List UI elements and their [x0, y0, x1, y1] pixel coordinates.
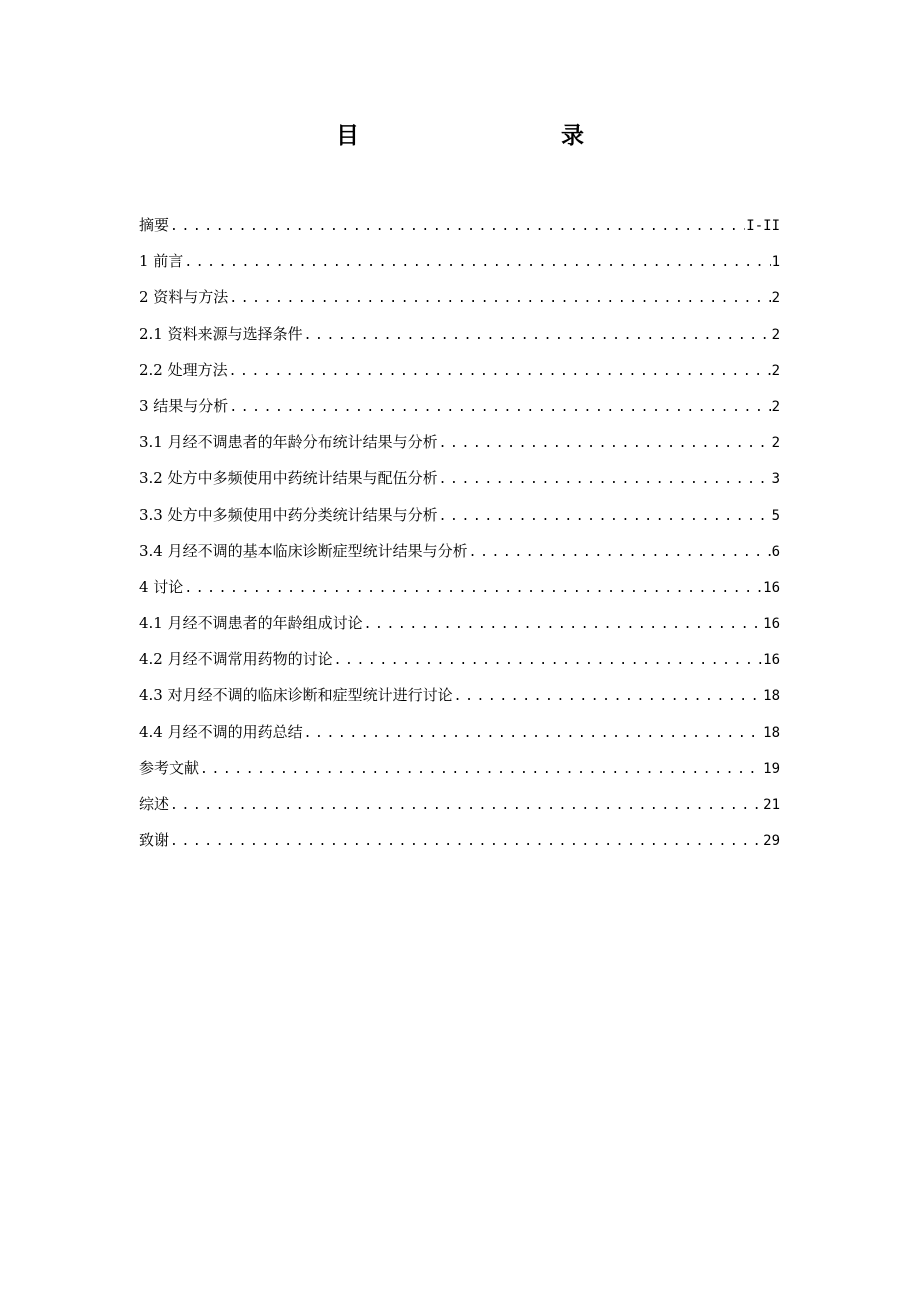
toc-title: 目 录 — [336, 123, 636, 149]
toc-entry-page: 2 — [771, 290, 780, 307]
toc-dot-leader — [170, 791, 762, 821]
toc-entry-page: 18 — [763, 724, 780, 741]
toc-entry-label: 2.2 处理方法 — [139, 360, 228, 379]
toc-dot-leader — [439, 502, 771, 532]
toc-entry-label: 3.2 处方中多频使用中药统计结果与配伍分析 — [139, 469, 438, 488]
toc-entry-label: 4.1 月经不调患者的年龄组成讨论 — [139, 614, 363, 633]
toc-dot-leader — [439, 465, 771, 495]
toc-entry-page: I-II — [746, 218, 780, 234]
toc-dot-leader — [304, 719, 763, 749]
toc-dot-leader — [469, 538, 771, 568]
toc-dot-leader — [229, 357, 771, 387]
toc-dot-leader — [229, 284, 770, 314]
toc-dot-leader — [229, 393, 770, 423]
toc-entry-page: 2 — [771, 398, 780, 415]
toc-entry-page: 2 — [771, 326, 780, 343]
toc-dot-leader — [170, 212, 745, 242]
toc-entry-page: 16 — [763, 579, 780, 596]
toc-entry-label: 综述 — [139, 795, 170, 813]
toc-entry-page: 16 — [763, 616, 780, 633]
toc-entry — [139, 717, 780, 753]
toc-entry-label: 3.3 处方中多频使用中药分类统计结果与分析 — [139, 505, 438, 524]
toc-entry-page: 18 — [763, 688, 780, 705]
toc-entry-label: 摘要 — [139, 216, 170, 234]
toc-dot-leader — [439, 429, 771, 459]
toc-entry — [139, 500, 780, 536]
toc-entry-page: 16 — [763, 652, 780, 669]
toc-entry — [139, 391, 780, 427]
toc-entry — [139, 246, 780, 282]
toc-entry-label: 4.3 对月经不调的临床诊断和症型统计进行讨论 — [139, 686, 453, 705]
toc-dot-leader — [454, 682, 763, 712]
toc-entry — [139, 536, 780, 572]
toc-entry-label: 3.1 月经不调患者的年龄分布统计结果与分析 — [139, 433, 438, 452]
toc-entry-label: 3 结果与分析 — [139, 396, 229, 415]
toc-dot-leader — [184, 248, 770, 278]
toc-entry-page: 3 — [771, 471, 780, 488]
toc-entry — [139, 427, 780, 463]
toc-entry-page: 19 — [763, 760, 780, 777]
table-of-contents — [139, 210, 780, 861]
toc-entry — [139, 210, 780, 246]
toc-entry-label: 3.4 月经不调的基本临床诊断症型统计结果与分析 — [139, 541, 468, 560]
toc-entry-label: 1 前言 — [139, 252, 184, 271]
toc-dot-leader — [184, 574, 762, 604]
toc-entry-page: 6 — [771, 543, 780, 560]
toc-entry — [139, 355, 780, 391]
toc-entry — [139, 282, 780, 318]
toc-dot-leader — [200, 755, 762, 785]
toc-entry — [139, 572, 780, 608]
toc-entry — [139, 319, 780, 355]
toc-entry-label: 4.2 月经不调常用药物的讨论 — [139, 650, 333, 669]
toc-entry-label: 4 讨论 — [139, 577, 184, 596]
toc-entry-page: 5 — [771, 507, 780, 524]
toc-entry — [139, 825, 780, 861]
toc-entry-label: 致谢 — [139, 831, 170, 850]
toc-entry — [139, 753, 780, 789]
toc-entry-page: 2 — [771, 362, 780, 379]
toc-entry — [139, 789, 780, 825]
toc-dot-leader — [170, 827, 762, 857]
toc-entry — [139, 463, 780, 499]
toc-dot-leader — [364, 610, 763, 640]
toc-entry-label: 2.1 资料来源与选择条件 — [139, 324, 303, 343]
toc-entry-page: 1 — [771, 254, 780, 271]
toc-dot-leader — [304, 321, 771, 351]
toc-entry-label: 2 资料与方法 — [139, 288, 229, 307]
toc-entry-page: 21 — [763, 797, 780, 813]
toc-dot-leader — [334, 646, 763, 676]
toc-entry — [139, 680, 780, 716]
toc-entry-page: 2 — [771, 435, 780, 452]
toc-entry — [139, 608, 780, 644]
toc-entry — [139, 644, 780, 680]
toc-entry-label: 参考文献 — [139, 758, 200, 777]
toc-entry-label: 4.4 月经不调的用药总结 — [139, 722, 303, 741]
toc-entry-page: 29 — [763, 833, 780, 850]
